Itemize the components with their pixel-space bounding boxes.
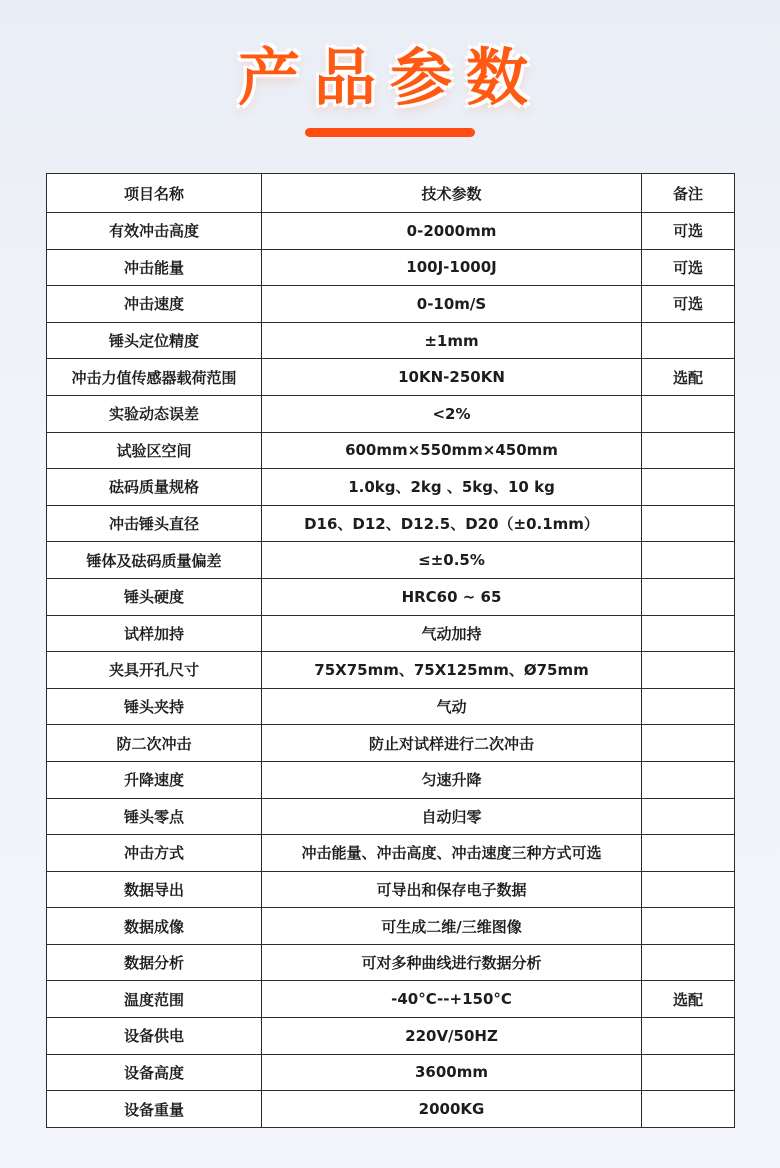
table-row: [47, 981, 735, 1018]
param-value-cell: 匀速升降: [262, 761, 642, 798]
param-value-cell: 可对多种曲线进行数据分析: [262, 944, 642, 981]
param-value-cell: 0-2000mm: [262, 213, 642, 250]
param-value-cell: 0-10m/S: [262, 286, 642, 323]
param-name-cell: 冲击速度: [47, 286, 262, 323]
table-row: [47, 469, 735, 506]
param-value-cell: 自动归零: [262, 798, 642, 835]
param-name-cell: 设备重量: [47, 1091, 262, 1128]
param-name-cell: 防二次冲击: [47, 725, 262, 762]
table-row: [47, 688, 735, 725]
page-title: 产品参数: [237, 41, 542, 114]
param-remark-cell: 可选: [642, 249, 735, 286]
param-value-cell: 1.0kg、2kg 、5kg、10 kg: [262, 469, 642, 506]
param-remark-cell: 选配: [642, 981, 735, 1018]
param-name-cell: 夹具开孔尺寸: [47, 652, 262, 689]
param-remark-cell: [642, 1054, 735, 1091]
title-container: [0, 38, 780, 118]
param-value-cell: 220V/50HZ: [262, 1018, 642, 1055]
param-value-cell: HRC60 ~ 65: [262, 578, 642, 615]
param-name-cell: 试样加持: [47, 615, 262, 652]
param-remark-cell: [642, 652, 735, 689]
param-name-cell: 温度范围: [47, 981, 262, 1018]
table-row: [47, 798, 735, 835]
param-value-cell: ≤±0.5%: [262, 542, 642, 579]
table-row: [47, 286, 735, 323]
param-value-cell: 3600mm: [262, 1054, 642, 1091]
param-name-cell: 冲击方式: [47, 835, 262, 872]
table-row: [47, 871, 735, 908]
param-name-cell: 升降速度: [47, 761, 262, 798]
param-remark-cell: [642, 798, 735, 835]
param-remark-cell: [642, 1091, 735, 1128]
param-value-cell: 600mm×550mm×450mm: [262, 432, 642, 469]
param-remark-cell: [642, 1018, 735, 1055]
param-value-cell: -40°C--+150°C: [262, 981, 642, 1018]
table-row: [47, 1054, 735, 1091]
param-value-cell: 可导出和保存电子数据: [262, 871, 642, 908]
param-value-cell: 10KN-250KN: [262, 359, 642, 396]
param-remark-cell: 可选: [642, 286, 735, 323]
table-row: [47, 652, 735, 689]
table-row: [47, 213, 735, 250]
table-row: [47, 542, 735, 579]
param-name-cell: 实验动态误差: [47, 395, 262, 432]
table-row: [47, 1018, 735, 1055]
param-value-cell: 气动加持: [262, 615, 642, 652]
table-row: [47, 615, 735, 652]
param-remark-cell: [642, 688, 735, 725]
table-row: [47, 908, 735, 945]
param-remark-cell: [642, 908, 735, 945]
table-row: [47, 359, 735, 396]
param-name-cell: 设备供电: [47, 1018, 262, 1055]
param-name-cell: 试验区空间: [47, 432, 262, 469]
param-name-cell: 设备高度: [47, 1054, 262, 1091]
header-remarks: 备注: [642, 174, 735, 213]
param-remark-cell: [642, 944, 735, 981]
param-name-cell: 有效冲击高度: [47, 213, 262, 250]
param-value-cell: <2%: [262, 395, 642, 432]
param-value-cell: 75X75mm、75X125mm、Ø75mm: [262, 652, 642, 689]
param-name-cell: 锤头零点: [47, 798, 262, 835]
table-row: [47, 395, 735, 432]
param-value-cell: 防止对试样进行二次冲击: [262, 725, 642, 762]
table-row: [47, 725, 735, 762]
param-value-cell: 100J-1000J: [262, 249, 642, 286]
param-name-cell: 冲击力值传感器载荷范围: [47, 359, 262, 396]
param-remark-cell: [642, 395, 735, 432]
table-row: [47, 578, 735, 615]
param-remark-cell: [642, 871, 735, 908]
param-remark-cell: [642, 725, 735, 762]
param-remark-cell: [642, 761, 735, 798]
param-name-cell: 冲击锤头直径: [47, 505, 262, 542]
table-body: [47, 213, 735, 1128]
header-tech-params: 技术参数: [262, 174, 642, 213]
param-name-cell: 锤头夹持: [47, 688, 262, 725]
param-remark-cell: [642, 505, 735, 542]
table-row: [47, 944, 735, 981]
header-item-name: 项目名称: [47, 174, 262, 213]
param-name-cell: 数据导出: [47, 871, 262, 908]
param-value-cell: 冲击能量、冲击高度、冲击速度三种方式可选: [262, 835, 642, 872]
table-row: [47, 1091, 735, 1128]
param-value-cell: 可生成二维/三维图像: [262, 908, 642, 945]
param-remark-cell: [642, 322, 735, 359]
param-name-cell: 数据成像: [47, 908, 262, 945]
param-name-cell: 砝码质量规格: [47, 469, 262, 506]
param-name-cell: 锤体及砝码质量偏差: [47, 542, 262, 579]
param-value-cell: ±1mm: [262, 322, 642, 359]
param-remark-cell: [642, 469, 735, 506]
title-underline: [305, 128, 475, 137]
param-name-cell: 锤头硬度: [47, 578, 262, 615]
param-remark-cell: [642, 542, 735, 579]
table-row: [47, 761, 735, 798]
param-remark-cell: [642, 432, 735, 469]
parameter-table: [46, 173, 735, 1128]
table-header-row: [47, 174, 735, 213]
param-name-cell: 冲击能量: [47, 249, 262, 286]
table-row: [47, 835, 735, 872]
param-name-cell: 数据分析: [47, 944, 262, 981]
param-remark-cell: [642, 615, 735, 652]
param-remark-cell: 可选: [642, 213, 735, 250]
table-row: [47, 505, 735, 542]
table-row: [47, 322, 735, 359]
table-row: [47, 432, 735, 469]
param-remark-cell: [642, 835, 735, 872]
table-row: [47, 249, 735, 286]
param-value-cell: D16、D12、D12.5、D20（±0.1mm）: [262, 505, 642, 542]
param-value-cell: 气动: [262, 688, 642, 725]
param-remark-cell: [642, 578, 735, 615]
param-value-cell: 2000KG: [262, 1091, 642, 1128]
param-name-cell: 锤头定位精度: [47, 322, 262, 359]
param-remark-cell: 选配: [642, 359, 735, 396]
